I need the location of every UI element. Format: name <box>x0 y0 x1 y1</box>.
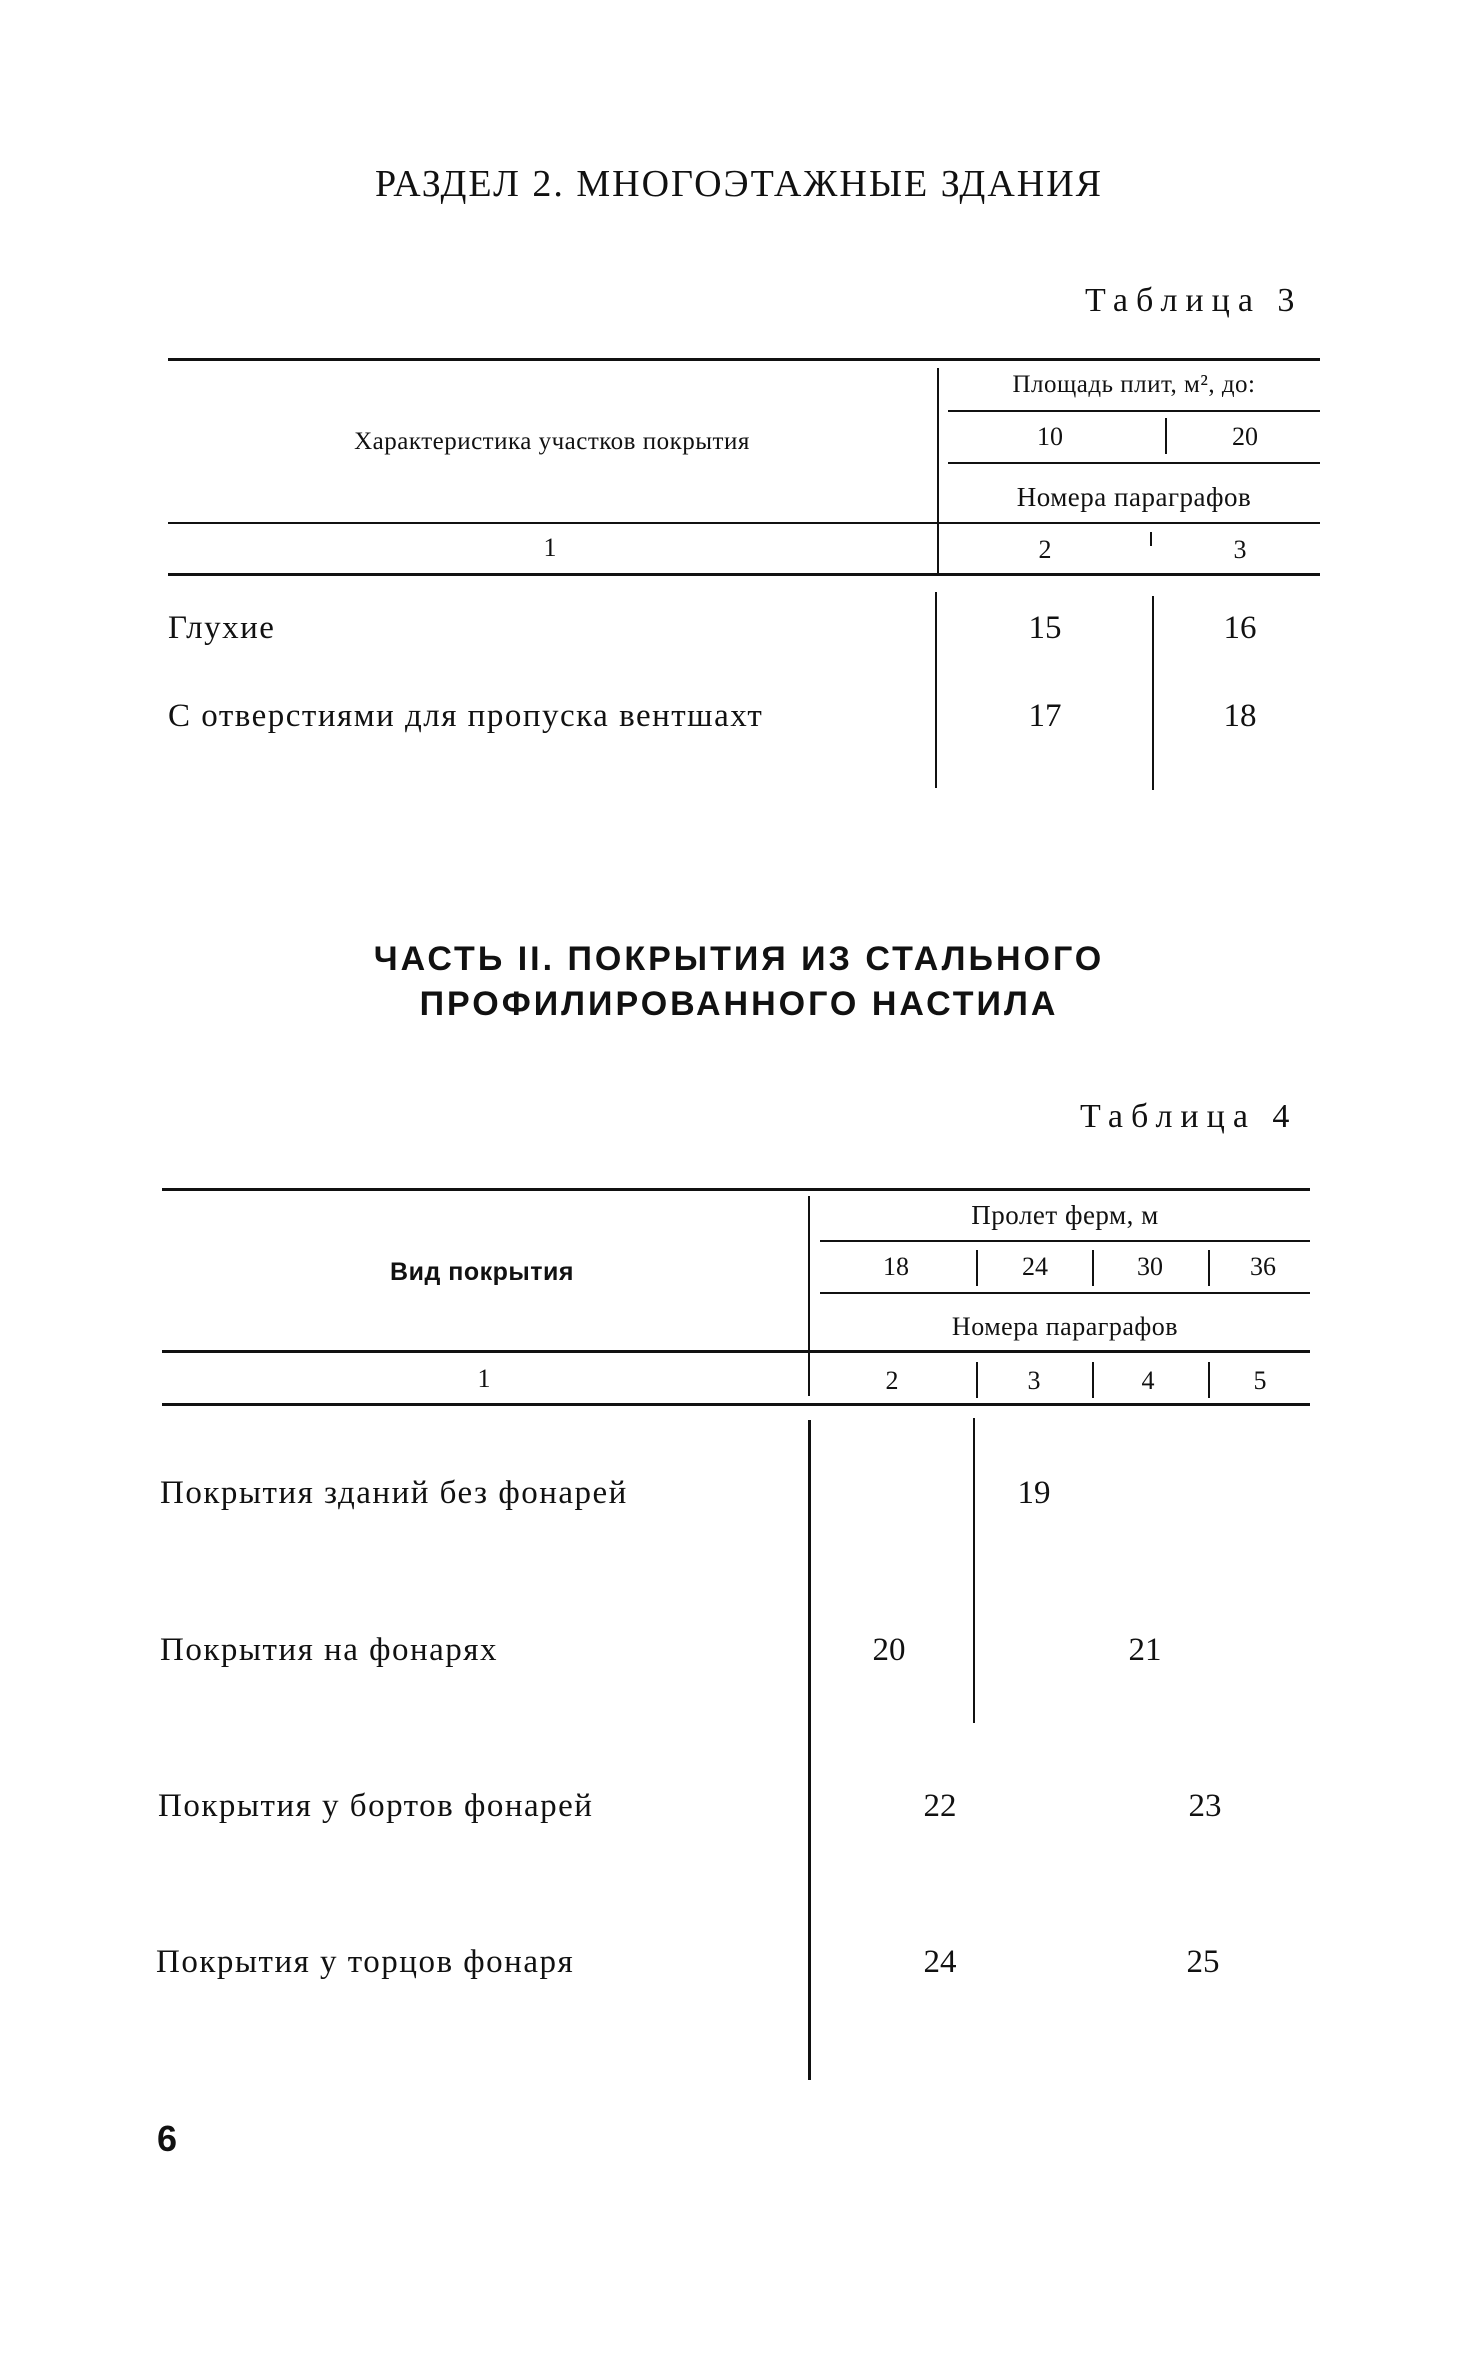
table3-row-label: Глухие <box>168 610 276 646</box>
table4-header-paragraphs: Номера параграфов <box>951 1312 1179 1341</box>
table4-header-vrule <box>808 1196 810 1396</box>
table3-top-rule <box>168 358 1320 361</box>
page-number: 6 <box>157 2118 178 2159</box>
part-title-line2: ПРОФИЛИРОВАННОГО НАСТИЛА <box>419 985 1059 1023</box>
table3-header-area: Площадь плит, м², до: <box>1012 371 1256 398</box>
table3-column-number: 3 <box>1233 535 1247 564</box>
table3-area-divider <box>1165 418 1167 454</box>
table3-row-value: 15 <box>1028 610 1062 646</box>
table4-row-label: Покрытия у торцов фонаря <box>156 1944 575 1980</box>
table3-row-value: 17 <box>1028 698 1062 734</box>
table4-span-value: 24 <box>1022 1252 1048 1281</box>
table4-column-number: 1 <box>477 1364 491 1393</box>
table4-body-vrule-1 <box>808 1420 811 2080</box>
table3-column-number: 2 <box>1038 535 1052 564</box>
table3-area-value: 20 <box>1232 422 1258 451</box>
table4-row-value: 19 <box>1017 1475 1051 1511</box>
table3-column-number: 1 <box>543 533 557 562</box>
table4-header-type: Вид покрытия <box>390 1258 574 1286</box>
table4-row-label: Покрытия на фонарях <box>160 1632 498 1668</box>
table4-column-number: 2 <box>885 1366 899 1395</box>
table3-header-characteristic: Характеристика участков покрытия <box>354 428 750 455</box>
table3-colnum-divider <box>1150 532 1152 546</box>
table3-rule-area <box>948 410 1320 412</box>
table4-top-rule <box>162 1188 1310 1191</box>
table3-body-vrule-1 <box>935 592 937 788</box>
section-title: РАЗДЕЛ 2. МНОГОЭТАЖНЫЕ ЗДАНИЯ <box>374 163 1104 205</box>
table4-row-label: Покрытия у бортов фонарей <box>158 1788 594 1824</box>
table4-rule-span <box>820 1240 1310 1242</box>
table4-span-value: 18 <box>883 1252 909 1281</box>
table3-row-value: 16 <box>1223 610 1257 646</box>
table4-column-number: 4 <box>1141 1366 1155 1395</box>
table4-row-value: 23 <box>1188 1788 1222 1824</box>
table4-row-value: 20 <box>872 1632 906 1668</box>
table3-header-bottom-rule <box>168 573 1320 576</box>
table4-span-value: 30 <box>1137 1252 1163 1281</box>
table4-rule-values <box>820 1292 1310 1294</box>
table4-row-value: 21 <box>1128 1632 1162 1668</box>
table3-body-vrule-2 <box>1152 596 1154 790</box>
table3-rule-values <box>948 462 1320 464</box>
table3-header-paragraphs: Номера параграфов <box>1016 482 1252 512</box>
table3-row-label: С отверстиями для пропуска вентшахт <box>168 698 764 734</box>
table3-caption: Таблица 3 <box>1085 282 1303 319</box>
table4-header-span: Пролет ферм, м <box>971 1200 1159 1230</box>
table4-row-value: 24 <box>923 1944 957 1980</box>
table4-caption: Таблица 4 <box>1080 1098 1298 1135</box>
table4-row-value: 25 <box>1186 1944 1220 1980</box>
table4-column-number: 3 <box>1027 1366 1041 1395</box>
table4-row-label: Покрытия зданий без фонарей <box>160 1475 628 1511</box>
table4-column-number: 5 <box>1253 1366 1267 1395</box>
table3-header-vrule <box>937 368 939 573</box>
table4-header-bottom-rule <box>162 1403 1310 1406</box>
table3-rule-paragraphs <box>168 522 1320 524</box>
table3-row-value: 18 <box>1223 698 1257 734</box>
table4-span-value: 36 <box>1250 1252 1276 1281</box>
part-title-line1: ЧАСТЬ II. ПОКРЫТИЯ ИЗ СТАЛЬНОГО <box>373 940 1105 978</box>
table3-area-value: 10 <box>1037 422 1063 451</box>
table4-body-vrule-2 <box>973 1418 975 1723</box>
table4-rule-paragraphs <box>162 1350 1310 1353</box>
table4-row-value: 22 <box>923 1788 957 1824</box>
